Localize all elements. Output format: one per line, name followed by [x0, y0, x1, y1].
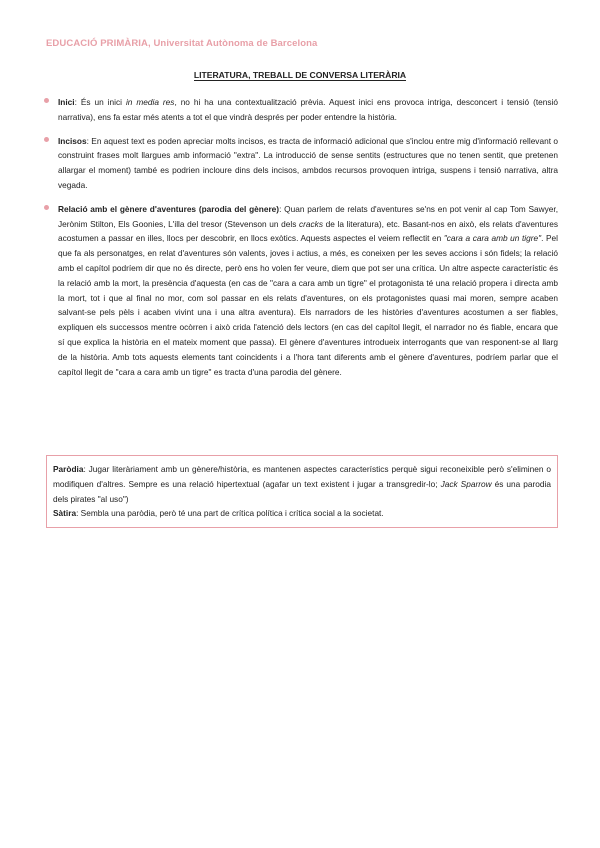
bullet-dot-icon	[44, 205, 49, 210]
bullet-list	[44, 95, 558, 388]
page-header: EDUCACIÓ PRIMÀRIA, Universitat Autònoma de Barcelona	[46, 38, 318, 49]
definition-text: : Sembla una paròdia, però té una part de crítica política i crítica social a la societat.	[76, 508, 384, 519]
bullet-text: : És un inici	[74, 97, 126, 107]
parodia-definition	[53, 462, 551, 506]
satira-term: Sàtira	[53, 508, 77, 519]
satira-definition	[53, 506, 551, 521]
definition-text: : Jugar literàriament amb un gènere/història, es mantenen aspectes característics perquè sigui reconeixible però s'eliminen o modifiquen d'altres. Sempre es una relació hipertextual (agafar un text existent i jugar a transgredir-lo;	[53, 464, 551, 489]
bullet-dot-icon	[44, 137, 49, 142]
parodia-term: Paròdia	[53, 464, 84, 474]
bullet-term: Inici	[58, 97, 75, 107]
bullet-text: : En aquest text es poden apreciar molts incisos, es tracta de informació adicional que s'inclou entre mig d'informació rellevant o construint frases molt llargues amb informació "extra". La introducció de sense sentits (estructures que no tenen sentit, que pretenen allargar el moment) també es podrien incloure dins dels incisos, ambdos recursos provoquen intriga, suspens i tensió narrativa, altra vegada.	[58, 135, 558, 190]
bullet-term: Incisos	[58, 135, 87, 146]
bullet-text: . Pel que fa als personatges, en relat d'aventures són valents, joves i actius, a més, es coneixen per les seves accions i són fidels; la relació amb el capítol podríem dir que no és directe, però ens ho volen fer veure, diem que pot ser una crítica. Un altre aspecte característic és la relació amb la mort, la presència d'aquesta (en cas de "cara a cara amb un tigre" el protagonista té una relació propera i directa amb la mort, tot i que al final no mor, com sol passar en els relats d'aventures, on els protagonistes quasi mai moren, sempre acaben salvant-se pels pèls i acaben vivint una i una altra aventura). Els narradors de les històries d'aventures acostumen a ser fiables, expliquen els successos mentre ocòrren i això crida l'atenció dels lectors (en cas del capítol llegit, el narrador no és fiable, encara que sí que explica la història en el mateix moment que passa). El gènere d'aventures introdueix interrogants que van responent-se al llarg de la història. Amb tots aquests elements tant coincidents i a l'hora tant diferents amb el gènere d'aventures, podríem parlar que el capítol llegit de "cara a cara amb un tigre" es tracta d'una parodia del gènere.	[58, 233, 558, 377]
definition-text: és una parodia dels pirates "al uso")	[53, 478, 551, 504]
definitions-box	[46, 455, 558, 528]
bullet-incisos	[44, 134, 558, 193]
definition-italic: Jack Sparrow	[440, 478, 492, 489]
bullet-dot-icon	[44, 98, 49, 103]
bullet-italic: in media res	[125, 97, 175, 107]
bullet-genere-aventures	[44, 202, 558, 380]
bullet-paragraph	[58, 95, 558, 125]
page-title	[0, 70, 600, 80]
bullet-paragraph	[58, 202, 558, 380]
bullet-italic: "cara a cara amb un tigre"	[443, 233, 542, 244]
title-text: LITERATURA, TREBALL DE CONVERSA LITERÀRIA	[193, 70, 407, 80]
bullet-inici	[44, 95, 558, 125]
bullet-text: de la literatura), etc. Basant-nos en això, els relats d'aventures acostumen a passar en illes, llocs per descobrir, en llocs exòtics. Aquests aspectes el veiem reflectit en	[58, 218, 558, 244]
bullet-italic: cracks	[299, 218, 323, 229]
bullet-paragraph	[58, 134, 558, 193]
bullet-text: : Quan parlem de relats d'aventures se'ns en pot venir al cap Tom Sawyer, Jerònim Stilton, Els Goonies, L'illa del tresor (Stevenson un dels	[58, 203, 559, 229]
bullet-text: , no hi ha una contextualització prèvia. Aquest inici ens provoca intriga, desconcert i tensió (tensió narrativa), ens fa estar més atents a tot el que vindrà després per poder entendre la història.	[58, 97, 558, 122]
bullet-term: Relació amb el gènere d'aventures (parodia del gènere)	[58, 203, 280, 214]
